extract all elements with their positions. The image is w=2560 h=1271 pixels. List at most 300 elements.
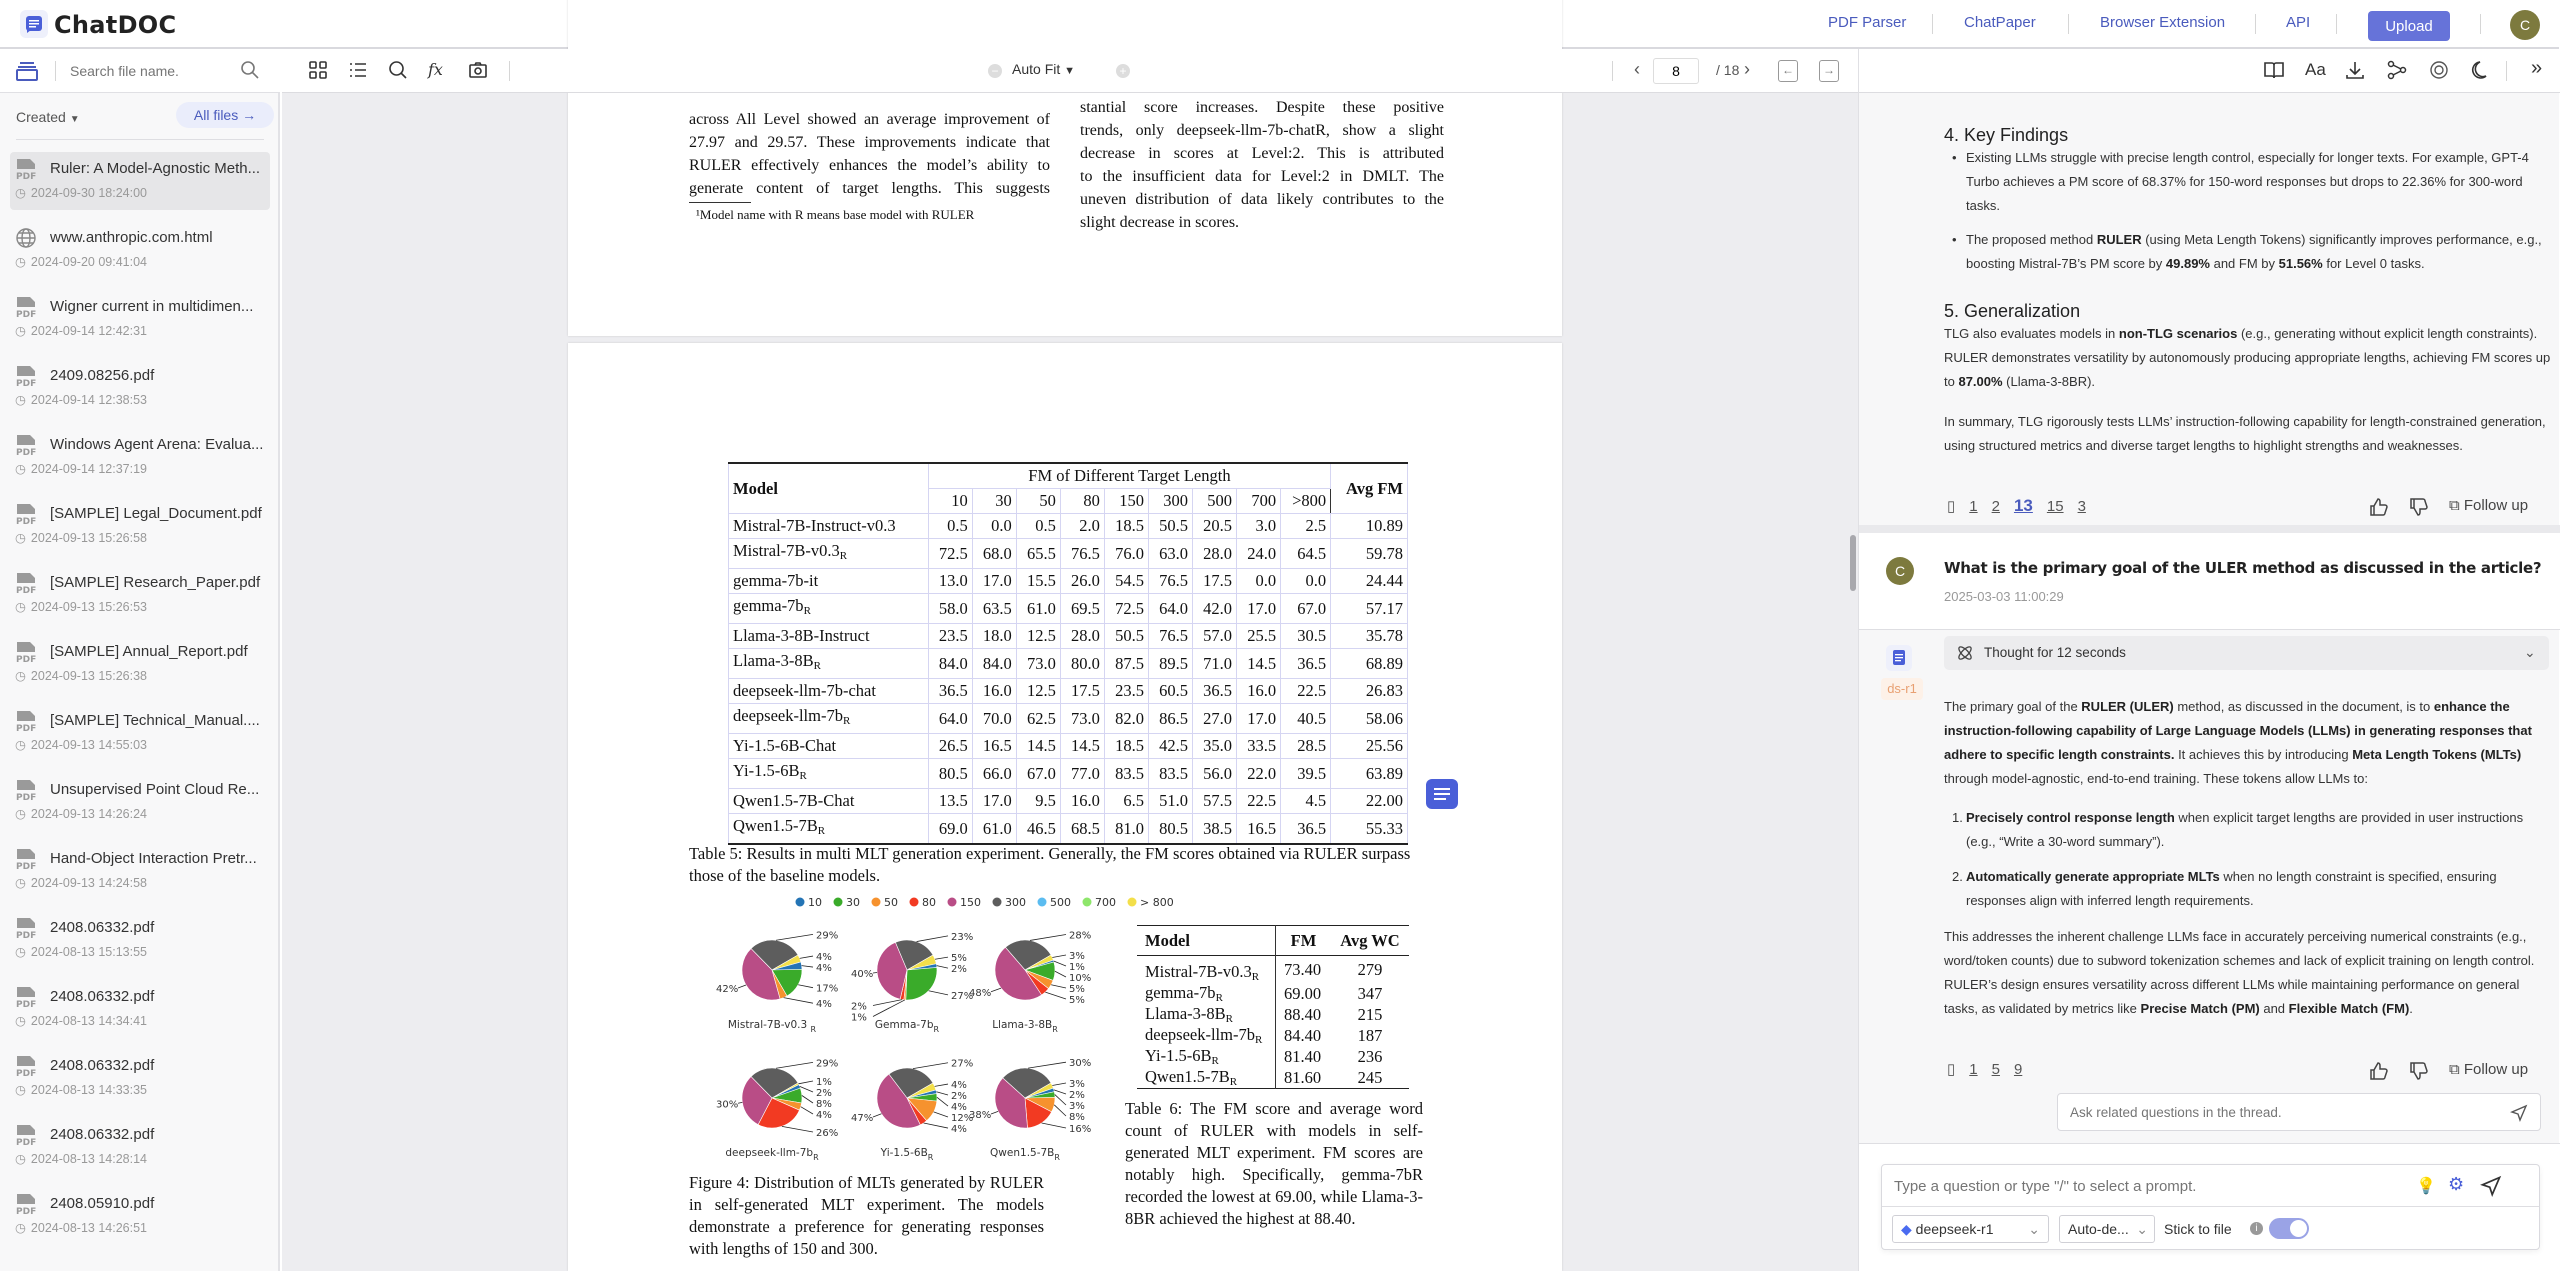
table-cell: 83.5: [1148, 759, 1192, 789]
mode-select[interactable]: [2059, 1215, 2155, 1243]
clock-icon: ◷: [15, 462, 26, 476]
model-cell: [1137, 1046, 1275, 1067]
wc-cell: 245: [1357, 1067, 1383, 1087]
subscript: R: [842, 715, 851, 727]
thumbnails-grid-icon[interactable]: [308, 60, 330, 82]
prompt-lightbulb-icon[interactable]: 💡: [2416, 1178, 2436, 1195]
model-cell: [729, 679, 929, 704]
composer-area: [1859, 1143, 2560, 1271]
svg-text:PDF: PDF: [16, 862, 37, 872]
follow-up-button[interactable]: [2449, 1061, 2528, 1078]
table-row: [729, 734, 1408, 759]
slice-label: 3%: [1069, 1101, 1085, 1113]
slice-label: 3%: [1069, 951, 1085, 963]
pie-name: Gemma-7b: [874, 1019, 934, 1031]
legend-label: 150: [960, 896, 981, 909]
subscript: R: [1054, 1153, 1060, 1162]
table-cell: 30.5: [1281, 624, 1331, 649]
table-cell: 61.0: [972, 814, 1016, 845]
table-cell: 40.5: [1281, 704, 1331, 734]
slice-label: 2%: [816, 1087, 832, 1099]
column-header: Avg WC: [1340, 930, 1400, 950]
pdf-icon: [15, 1124, 37, 1146]
bold-text: non-TLG scenarios: [2118, 326, 2238, 341]
file-list-item[interactable]: [10, 980, 270, 1038]
follow-up-label: Follow up: [2463, 1061, 2529, 1078]
leader-line: [802, 1095, 813, 1102]
model-select-value: deepseek-r1: [1915, 1221, 1994, 1237]
slice-label: 30%: [716, 1099, 739, 1111]
slice-label: 29%: [816, 930, 839, 942]
file-search-input[interactable]: [70, 59, 230, 83]
bold-text: 49.89%: [2165, 256, 2210, 271]
section-heading: 4. Key Findings: [1944, 125, 2069, 145]
legend-swatch: [1083, 898, 1092, 907]
slice-label: 2%: [851, 1001, 867, 1013]
settings-gear-icon[interactable]: ⚙: [2448, 1174, 2465, 1194]
collapse-panel-icon[interactable]: »: [2531, 57, 2543, 79]
nav-divider: [2480, 14, 2481, 34]
prev-page-button[interactable]: ‹: [1634, 59, 1640, 79]
leader-line: [776, 1062, 813, 1068]
leader-line: [873, 1114, 882, 1117]
chatdoc-logo-icon[interactable]: [20, 10, 48, 38]
file-date-text: 2024-08-13 14:34:41: [30, 1014, 147, 1028]
wc-cell: 279: [1357, 959, 1383, 979]
formula-fx-icon[interactable]: fx: [428, 60, 443, 79]
file-list-item[interactable]: [10, 635, 270, 693]
table-cell: 63.0: [1148, 539, 1192, 569]
all-files-button[interactable]: All files →: [176, 102, 274, 128]
text-line: across All Level showed an average improvement of: [689, 111, 1050, 128]
file-date: [15, 1082, 147, 1097]
svg-text:PDF: PDF: [16, 448, 37, 458]
table-cell: 50.5: [1104, 624, 1148, 649]
question-text: What is the primary goal of the ULER method as discussed in the article?: [1944, 559, 2542, 577]
pie-title: [880, 1147, 934, 1162]
table-cell: 76.5: [1060, 539, 1104, 569]
table-row: [729, 704, 1408, 734]
upload-button[interactable]: Upload: [2368, 11, 2450, 41]
nav-pdf-parser[interactable]: PDF Parser: [1828, 14, 1907, 31]
wc-cell: 215: [1357, 1004, 1383, 1024]
sources-icon[interactable]: ▯: [1947, 1061, 1956, 1078]
divider: [1612, 61, 1613, 81]
table-6: [1137, 925, 1409, 1089]
thread-question-input[interactable]: [2070, 1102, 2490, 1122]
table-cell: 80.5: [1148, 814, 1192, 845]
file-date: [15, 668, 147, 683]
table-cell: 26.0: [1060, 569, 1104, 594]
leader-line: [1051, 985, 1066, 988]
svg-text:PDF: PDF: [16, 1207, 37, 1217]
table-cell: 18.5: [1104, 514, 1148, 539]
avg-cell: 26.83: [1331, 679, 1408, 704]
slice-label: 48%: [969, 987, 992, 999]
table-cell: 28.0: [1060, 624, 1104, 649]
pie-chart: [969, 1058, 1091, 1162]
model-cell: [729, 624, 929, 649]
citation-link[interactable]: 5: [1991, 1061, 2000, 1078]
model-name: Mistral-7B-v0.3: [733, 541, 840, 560]
subscript: R: [810, 1025, 817, 1034]
answer-body: [1944, 49, 2554, 1049]
file-sidebar: [0, 49, 280, 1271]
bold-text: Meta Length Tokens (MLTs): [2352, 747, 2522, 762]
file-date: [15, 806, 147, 821]
list-item: [1952, 865, 2554, 913]
table-cell: 64.0: [928, 704, 972, 734]
slice-label: 4%: [951, 1102, 967, 1114]
pdf-icon: [15, 710, 37, 732]
sources-icon[interactable]: ▯: [1947, 498, 1956, 515]
pie-name: deepseek-llm-7b: [725, 1147, 814, 1159]
collapse-right-icon[interactable]: →: [1819, 60, 1839, 82]
column-group-header: FM of Different Target Length: [928, 463, 1330, 489]
subscript: R: [933, 1025, 940, 1034]
model-name: gemma-7b: [1145, 983, 1216, 1002]
leader-line: [798, 985, 813, 988]
model-tag: ds-r1: [1881, 678, 1923, 700]
file-date-text: 2024-09-30 18:24:00: [30, 186, 147, 200]
citation-link[interactable]: 9: [2013, 1061, 2023, 1078]
file-list-item[interactable]: [10, 1118, 270, 1176]
table-cell: 67.0: [1016, 759, 1060, 789]
chat-bubble-icon[interactable]: [1426, 779, 1458, 809]
chevron-down-icon: ⌄: [2028, 1221, 2040, 1237]
pdf-toolbar: [282, 49, 1858, 93]
table-6-caption: Table 6: The FM score and average word count of RULER with models in self-generated MLT experiment. FM scores are notably high. Specifically, gemma-7bR recorded the lowest at 69.00, while Llama-3-8BR achieved the highest at 88.40.: [1125, 1099, 1423, 1228]
file-list-item[interactable]: [10, 497, 270, 555]
table-cell: 63.5: [972, 594, 1016, 624]
leader-line: [913, 1063, 948, 1069]
list-item: [1952, 806, 2554, 854]
slice-label: 10%: [1069, 973, 1092, 985]
table-cell: 67.0: [1281, 594, 1331, 624]
slice-label: 5%: [1069, 984, 1085, 996]
pie-title: [728, 1019, 817, 1034]
nav-divider: [2255, 14, 2256, 34]
table-cell: 56.0: [1192, 759, 1236, 789]
leader-line: [802, 966, 813, 967]
model-cell: [729, 514, 929, 539]
table-cell: 17.0: [972, 569, 1016, 594]
table-cell: 3.0: [1237, 514, 1281, 539]
divider: [1882, 1206, 2539, 1207]
file-list-item[interactable]: [10, 1049, 270, 1107]
table-cell: 36.5: [1192, 679, 1236, 704]
model-cell: [729, 789, 929, 814]
file-list-item[interactable]: [10, 1187, 270, 1245]
legend-label: 10: [808, 896, 822, 909]
pie-name: Qwen1.5-7B: [990, 1147, 1055, 1159]
table-cell: 86.5: [1148, 704, 1192, 734]
search-icon[interactable]: [240, 60, 260, 85]
table-row: [729, 649, 1408, 679]
pdf-icon: [15, 158, 37, 180]
svg-text:PDF: PDF: [16, 793, 37, 803]
zoom-in-button[interactable]: +: [1116, 64, 1130, 78]
subscript: R: [799, 770, 807, 782]
file-list-item[interactable]: [10, 773, 270, 831]
slice-label: 1%: [816, 1076, 832, 1088]
zoom-out-button[interactable]: −: [988, 64, 1002, 78]
question-input[interactable]: [1894, 1175, 2394, 1197]
clock-icon: ◷: [15, 876, 26, 890]
file-list-item[interactable]: [10, 152, 270, 210]
wc-cell: 187: [1357, 1025, 1383, 1045]
model-cell: [729, 539, 929, 569]
text-segment: In summary, TLG rigorously tests LLMs’ instruction-following capability for length-constrained generation, using structured metrics and diverse target lengths to highlight strengths and weaknesses.: [1944, 414, 2546, 453]
avg-cell: 10.89: [1331, 514, 1408, 539]
footnote-rule: [689, 202, 751, 203]
pie-name: Llama-3-8B: [992, 1019, 1053, 1031]
clock-icon: ◷: [15, 600, 26, 614]
clock-icon: ◷: [15, 393, 26, 407]
nav-api[interactable]: API: [2286, 14, 2311, 31]
table-cell: 72.5: [928, 539, 972, 569]
table-cell: 76.5: [1148, 624, 1192, 649]
legend-item: [1038, 896, 1072, 909]
figure-4-caption: Figure 4: Distribution of MLTs generated by RULER in self-generated MLT experiment. The models demonstrate a preference for generating responses with lengths of 150 and 300.: [689, 1173, 1044, 1258]
slice-label: 30%: [1069, 1058, 1092, 1070]
follow-up-icon: ⧉: [2449, 1061, 2460, 1078]
file-date-text: 2024-09-14 12:42:31: [30, 324, 147, 338]
file-list-item[interactable]: [10, 911, 270, 969]
file-date-text: 2024-09-13 14:26:24: [30, 807, 147, 821]
thumbs-down-icon[interactable]: [2409, 1061, 2429, 1081]
table-cell: 50.5: [1148, 514, 1192, 539]
viewer-scrollbar[interactable]: [1850, 535, 1856, 591]
pie-title: [725, 1147, 819, 1162]
table-cell: 80.0: [1060, 649, 1104, 679]
pdf-icon: [15, 917, 37, 939]
pie-name: Yi-1.5-6B: [880, 1147, 928, 1159]
file-title: Windows Agent Arena: Evalua...: [50, 436, 264, 453]
legend-label: 50: [884, 896, 898, 909]
zoom-select[interactable]: [1012, 61, 1075, 77]
file-date-text: 2024-08-13 14:26:51: [30, 1221, 147, 1235]
file-list-item[interactable]: [10, 842, 270, 900]
clock-icon: ◷: [15, 669, 26, 683]
citation-link[interactable]: 1: [1969, 498, 1978, 515]
file-list-item[interactable]: [10, 428, 270, 486]
zoom-level: Auto Fit: [1012, 61, 1061, 77]
leader-line: [924, 1123, 948, 1128]
table-cell: 4.5: [1281, 789, 1331, 814]
model-name: Llama-3-8B: [1145, 1004, 1226, 1023]
legend-item: [1083, 896, 1117, 909]
composer: [1881, 1164, 2540, 1250]
file-title: 2409.08256.pdf: [50, 367, 155, 384]
leader-line: [929, 991, 948, 995]
slice-label: 2%: [951, 964, 967, 976]
clock-icon: ◷: [15, 1083, 26, 1097]
file-list-item[interactable]: [10, 704, 270, 762]
leader-line: [1028, 1062, 1066, 1068]
bold-text: Flexible Match (FM): [2288, 1001, 2410, 1016]
bold-text: 87.00%: [1958, 374, 2003, 389]
file-title: Hand-Object Interaction Pretr...: [50, 850, 257, 867]
legend-item: [796, 896, 823, 909]
text-line: trends, only deepseek-llm-7b-chatR, show a slight: [1080, 122, 1444, 139]
slice-label: 3%: [1069, 1079, 1085, 1091]
file-date-text: 2024-08-13 14:33:35: [30, 1083, 147, 1097]
slice-label: 29%: [816, 1058, 839, 1070]
file-date: [15, 1151, 147, 1166]
bullet-icon: •: [1952, 232, 1957, 247]
column-header: 80: [1060, 489, 1104, 514]
leader-line: [936, 1092, 948, 1095]
model-cell: [729, 734, 929, 759]
model-select[interactable]: [1892, 1215, 2049, 1243]
table-cell: 33.5: [1237, 734, 1281, 759]
info-icon[interactable]: i: [2250, 1222, 2263, 1235]
file-title: Unsupervised Point Cloud Re...: [50, 781, 260, 798]
table-cell: 64.5: [1281, 539, 1331, 569]
slice-label: 8%: [816, 1098, 832, 1110]
pdf-icon: [15, 986, 37, 1008]
file-list-item[interactable]: [10, 566, 270, 624]
text-segment: method, as discussed in the document, is to: [2173, 699, 2434, 714]
table-cell: 57.0: [1192, 624, 1236, 649]
list-number: 1.: [1952, 810, 1963, 825]
deepseek-whale-icon: ◆: [1901, 1221, 1912, 1237]
file-date-text: 2024-08-13 15:13:55: [30, 945, 147, 959]
table-cell: 58.0: [928, 594, 972, 624]
slice-label: 17%: [816, 983, 839, 995]
stick-to-file-toggle[interactable]: [2269, 1218, 2309, 1239]
slice-label: 42%: [716, 984, 739, 995]
file-title: 2408.06332.pdf: [50, 1126, 155, 1143]
font-size-icon[interactable]: Aa: [2305, 60, 2326, 79]
file-date: [15, 944, 147, 959]
outline-list-icon[interactable]: [348, 60, 370, 82]
nav-browser-extension[interactable]: Browser Extension: [2100, 14, 2226, 31]
model-name: Qwen1.5-7B: [733, 816, 818, 835]
leader-line: [738, 985, 746, 988]
legend-swatch: [834, 898, 843, 907]
legend-item: [834, 896, 861, 909]
table-5: [728, 462, 1408, 845]
file-date-text: 2024-09-14 12:37:19: [30, 462, 147, 476]
model-cell: [729, 594, 929, 624]
collapse-left-icon[interactable]: ←: [1778, 60, 1798, 82]
leader-line: [798, 1081, 813, 1084]
file-list-item[interactable]: [10, 221, 270, 279]
file-date-text: 2024-09-20 09:41:04: [30, 255, 147, 269]
table-cell: 26.5: [928, 734, 972, 759]
answer-outro: [1944, 925, 2554, 1021]
leader-line: [776, 934, 813, 940]
fm-cell: 84.40: [1275, 1025, 1330, 1046]
bold-text: RULER (ULER): [2081, 699, 2174, 714]
model-name: Qwen1.5-7B: [1145, 1067, 1230, 1086]
search-icon[interactable]: [388, 60, 410, 82]
column-header: 10: [928, 489, 972, 514]
table-cell: 2.0: [1060, 514, 1104, 539]
file-date: [15, 254, 147, 269]
svg-text:PDF: PDF: [16, 379, 37, 389]
table-cell: 18.5: [1104, 734, 1148, 759]
text-segment: for Level 0 tasks.: [2322, 256, 2425, 271]
model-name: deepseek-llm-7b-chat: [733, 681, 876, 700]
table-cell: 84.0: [972, 649, 1016, 679]
legend-item: [872, 896, 899, 909]
table-5-caption: Table 5: Results in multi MLT generation experiment. Generally, the FM scores obtained via RULER surpass those of the baseline models.: [689, 844, 1411, 885]
slice-label: 40%: [851, 969, 874, 981]
pie-chart: [716, 930, 838, 1034]
citation-link[interactable]: 3: [2077, 498, 2086, 515]
table-row: [1137, 1025, 1409, 1046]
table-cell: 77.0: [1060, 759, 1104, 789]
file-list-item[interactable]: [10, 290, 270, 348]
table-cell: 64.0: [1148, 594, 1192, 624]
nav-chatpaper[interactable]: ChatPaper: [1964, 14, 2036, 31]
file-title: 2408.06332.pdf: [50, 1057, 155, 1074]
file-date: [15, 737, 147, 752]
next-page-button[interactable]: ›: [1744, 59, 1750, 79]
avg-cell: 24.44: [1331, 569, 1408, 594]
wc-cell: 347: [1357, 983, 1383, 1003]
file-list-item[interactable]: [10, 359, 270, 417]
thumbs-up-icon[interactable]: [2369, 1061, 2389, 1081]
sort-dropdown[interactable]: [16, 109, 80, 125]
pie-chart: [716, 1058, 838, 1162]
svg-text:PDF: PDF: [16, 172, 37, 182]
send-icon[interactable]: [2510, 1104, 2528, 1127]
legend-swatch: [872, 898, 881, 907]
table-cell: 28.5: [1281, 734, 1331, 759]
answer-intro: [1944, 695, 2554, 791]
file-date: [15, 875, 147, 890]
screenshot-camera-icon[interactable]: [468, 60, 490, 82]
collapse-sidebar-icon[interactable]: [16, 61, 38, 86]
legend-swatch: [796, 898, 805, 907]
send-icon[interactable]: [2480, 1175, 2502, 1202]
subscript: R: [1225, 1013, 1233, 1025]
model-name: Yi-1.5-6B-Chat: [733, 736, 837, 755]
file-title: [SAMPLE] Legal_Document.pdf: [50, 505, 262, 522]
table-cell: 65.5: [1016, 539, 1060, 569]
pdf-icon: [15, 641, 37, 663]
section-heading: 5. Generalization: [1944, 301, 2081, 321]
subscript: R: [1254, 1034, 1263, 1046]
citation-link[interactable]: 15: [2046, 498, 2064, 515]
leader-line: [1042, 1123, 1066, 1128]
model-cell: [729, 759, 929, 789]
table-cell: 39.5: [1281, 759, 1331, 789]
citation-link[interactable]: 1: [1969, 1061, 1978, 1078]
table-cell: 17.0: [1237, 594, 1281, 624]
subscript: R: [1052, 1025, 1058, 1034]
table-cell: 14.5: [1016, 734, 1060, 759]
text-segment: through model-agnostic, end-to-end training. These tokens allow LLMs to:: [1944, 771, 2368, 786]
page-number-input[interactable]: [1653, 58, 1699, 84]
total-pages: / 18: [1716, 62, 1740, 78]
avg-cell: 55.33: [1331, 814, 1408, 845]
svg-text:PDF: PDF: [16, 586, 37, 596]
table-cell: 12.5: [1016, 624, 1060, 649]
follow-up-label: Follow up: [2463, 497, 2529, 514]
model-name: Mistral-7B-v0.3: [1145, 962, 1252, 981]
citation-link[interactable]: 2: [1991, 498, 2000, 515]
leader-line: [784, 998, 813, 1004]
citation-link[interactable]: 13: [2013, 496, 2033, 515]
avg-cell: 68.89: [1331, 649, 1408, 679]
user-avatar[interactable]: C: [2510, 10, 2540, 40]
table-cell: 0.0: [972, 514, 1016, 539]
